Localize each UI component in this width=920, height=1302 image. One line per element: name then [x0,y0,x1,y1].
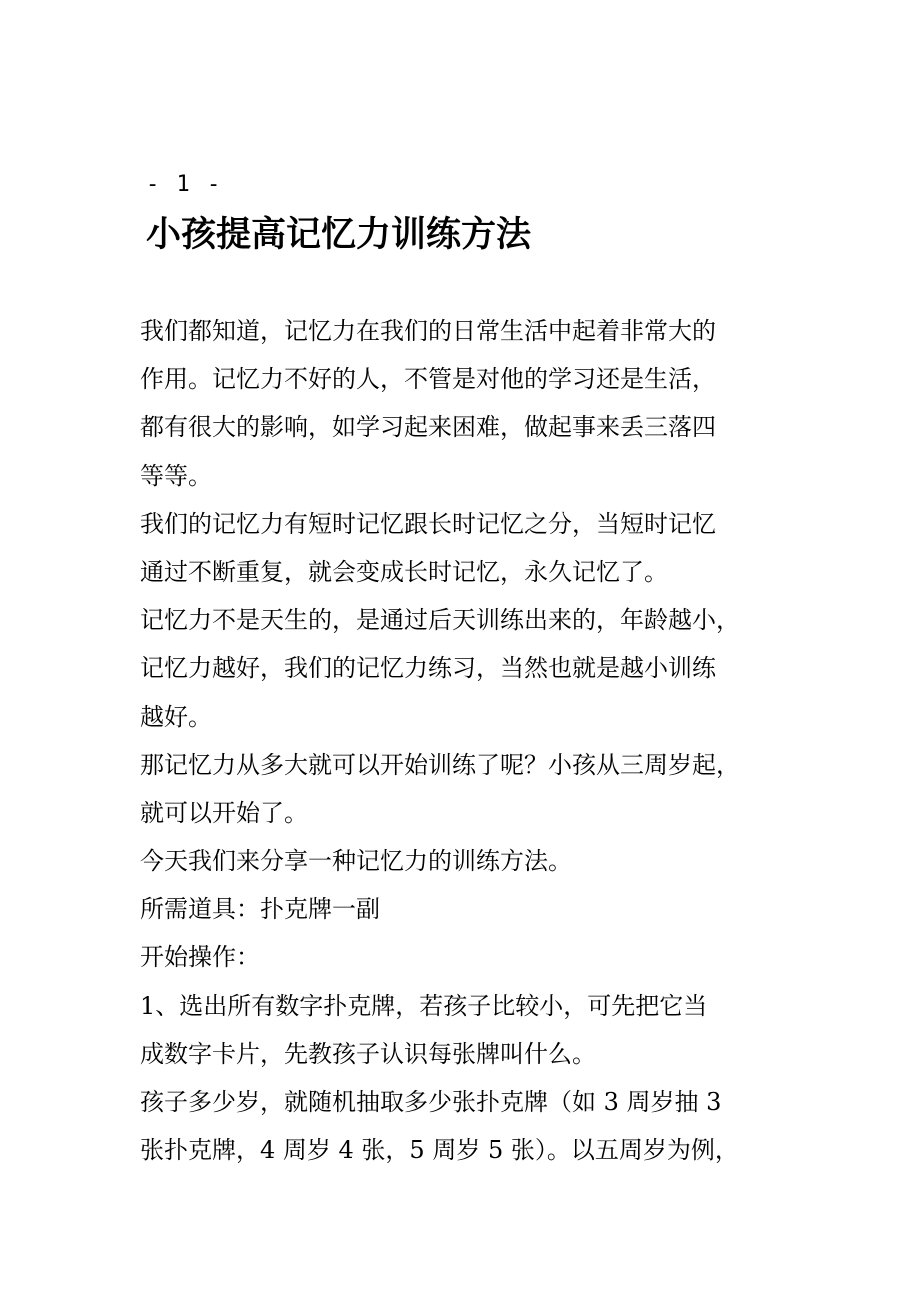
body-line: 所需道具：扑克牌一副 [140,895,380,924]
body-line: 记忆力不是天生的，是通过后天训练出来的，年龄越小， [140,606,740,635]
body-line: 今天我们来分享一种记忆力的训练方法。 [140,847,572,876]
page-number: - 1 - [146,172,223,197]
document-title: 小孩提高记忆力训练方法 [146,215,532,255]
body-line: 我们都知道，记忆力在我们的日常生活中起着非常大的 [140,317,716,345]
body-line: 等等。 [140,461,212,490]
body-line: 张扑克牌，4 周岁 4 张，5 周岁 5 张）。以五周岁为例， [140,1136,739,1165]
body-line: 我们的记忆力有短时记忆跟长时记忆之分，当短时记忆 [140,509,716,538]
body-line: 都有很大的影响，如学习起来困难，做起事来丢三落四 [140,413,716,442]
body-line: 就可以开始了。 [140,798,308,827]
body-line: 通过不断重复，就会变成长时记忆，永久记忆了。 [140,557,668,586]
body-line: 开始操作： [140,943,260,972]
body-line: 成数字卡片，先教孩子认识每张牌叫什么。 [140,1039,596,1068]
document-body [140,307,800,1174]
body-line: 作用。记忆力不好的人，不管是对他的学习还是生活， [140,365,716,394]
body-line: 1、选出所有数字扑克牌，若孩子比较小，可先把它当 [140,991,708,1020]
body-line: 记忆力越好，我们的记忆力练习，当然也就是越小训练 [140,654,716,683]
body-line: 越好。 [140,702,212,731]
body-line: 孩子多少岁，就随机抽取多少张扑克牌（如 3 周岁抽 3 [140,1088,722,1116]
body-line: 那记忆力从多大就可以开始训练了呢？小孩从三周岁起， [140,750,740,779]
